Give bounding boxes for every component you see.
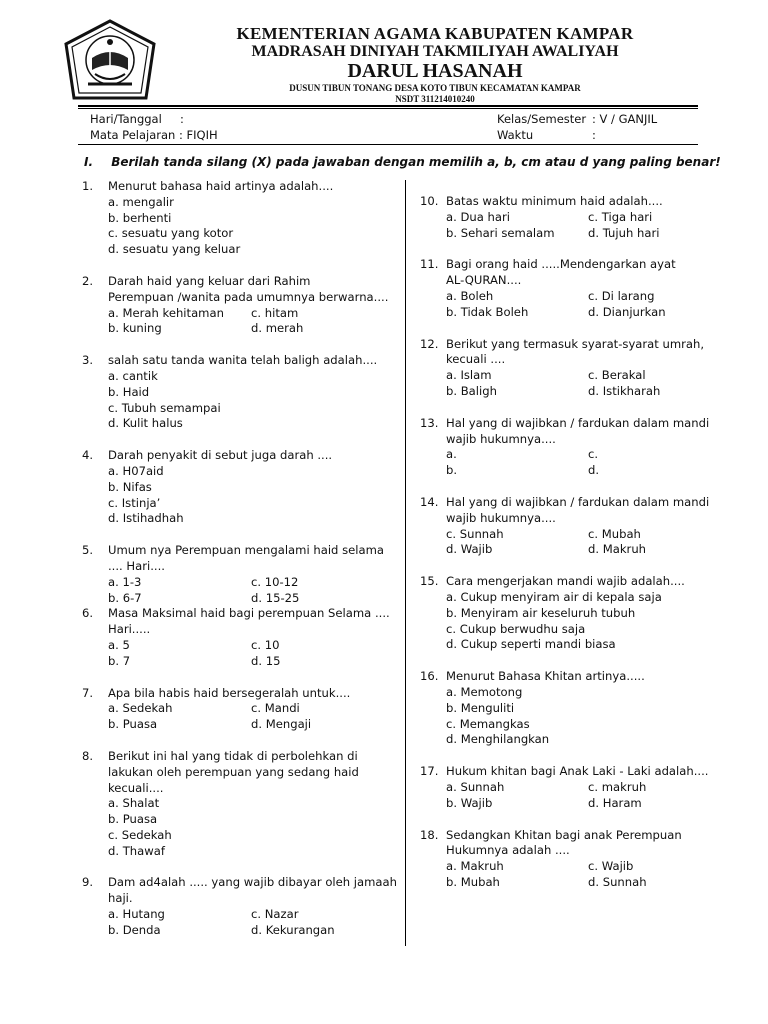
question-text: Umum nya Perempuan mengalami haid selama [108, 543, 384, 558]
question-text: Hal yang di wajibkan / fardukan dalam mandi [446, 494, 710, 509]
column-divider [405, 180, 406, 946]
instruction-text: Berilah tanda silang (X) pada jawaban dengan memilih a, b, cm atau d yang paling benar! [111, 155, 721, 169]
option-row [446, 780, 736, 796]
option-row [108, 511, 398, 527]
question-text: Perempuan /wanita pada umumnya berwarna.... [108, 289, 389, 304]
answer-option[interactable]: d. sesuatu yang keluar [108, 242, 241, 257]
waktu-label: Waktu [497, 128, 534, 142]
question-text: Darah penyakit di sebut juga darah .... [108, 448, 333, 463]
question-number: 4. [82, 448, 94, 463]
question-number: 11. [420, 257, 439, 272]
answer-option[interactable]: d. Istihadhah [108, 511, 184, 526]
answer-option[interactable]: c. Mandi [251, 701, 300, 716]
answer-option[interactable]: d. Thawaf [108, 843, 165, 858]
answer-option[interactable]: a. mengalir [108, 194, 174, 209]
emblem-icon [62, 18, 158, 106]
answer-option[interactable]: a. Hutang [108, 907, 165, 922]
answer-option[interactable]: a. Shalat [108, 796, 160, 811]
question-text: Menurut bahasa haid artinya adalah.... [108, 179, 334, 193]
option-row [446, 289, 736, 305]
answer-option[interactable]: d. Kekurangan [251, 922, 335, 937]
question-item [420, 494, 736, 558]
question-number: 15. [420, 574, 439, 589]
answer-option[interactable]: a. Merah kehitaman [108, 305, 224, 320]
question-item [420, 574, 736, 653]
question-text: wajib hukumnya.... [446, 510, 556, 525]
option-row [446, 542, 736, 558]
answer-option[interactable]: d. Mengaji [251, 717, 312, 732]
answer-option[interactable]: d. [588, 463, 600, 478]
answer-option[interactable]: c. Sedekah [108, 827, 172, 842]
question-number: 8. [82, 748, 94, 763]
option-row [108, 211, 398, 227]
option-row [108, 591, 398, 607]
option-row [108, 638, 398, 654]
answer-option[interactable]: a. 5 [108, 637, 130, 652]
nsdt-number: NSDT 311214010240 [395, 94, 475, 104]
answer-option[interactable]: d. Menghilangkan [446, 732, 550, 747]
question-text: kecuali .... [446, 352, 506, 367]
answer-option[interactable]: b. Haid [108, 384, 150, 399]
option-row [446, 859, 736, 875]
answer-option[interactable]: c. Wajib [588, 859, 634, 874]
question-text: AL-QURAN.... [446, 273, 522, 288]
option-row [108, 923, 398, 939]
question-item [82, 543, 398, 606]
option-row [446, 527, 736, 543]
question-text: haji. [108, 891, 133, 906]
hari-label: Hari/Tanggal [90, 112, 162, 126]
question-number: 14. [420, 494, 439, 509]
question-text: Menurut Bahasa Khitan artinya..... [446, 669, 645, 684]
question-item [82, 748, 398, 860]
question-text: Hal yang di wajibkan / fardukan dalam mandi [446, 415, 710, 430]
option-row [108, 844, 398, 860]
kelas-value: : V / GANJIL [592, 112, 658, 126]
answer-option[interactable]: b. Menguliti [446, 700, 515, 715]
option-row [108, 195, 398, 211]
answer-option[interactable]: d. Dianjurkan [588, 304, 666, 319]
option-row [446, 701, 736, 717]
answer-option[interactable]: b. Puasa [108, 717, 158, 732]
answer-option[interactable]: c. 10-12 [251, 574, 299, 589]
header-rule-thin [78, 108, 698, 109]
answer-option[interactable]: b. Tidak Boleh [446, 304, 529, 319]
question-item [420, 827, 736, 891]
question-item [82, 353, 398, 432]
right-question-column [420, 194, 736, 891]
answer-option[interactable]: d. 15 [251, 653, 281, 668]
option-row [108, 464, 398, 480]
answer-option[interactable]: a. Cukup menyiram air di kepala saja [446, 589, 662, 604]
question-text: Batas waktu minimum haid adalah.... [446, 194, 663, 208]
answer-option[interactable]: c. makruh [588, 779, 647, 794]
instruction-number: I. [84, 155, 94, 169]
question-text: Berikut ini hal yang tidak di perbolehkan di [108, 748, 358, 763]
answer-option[interactable]: d. Istikharah [588, 383, 661, 398]
question-number: 2. [82, 273, 94, 288]
option-row [108, 416, 398, 432]
question-text: wajib hukumnya.... [446, 431, 556, 446]
answer-option[interactable]: c. Tiga hari [588, 209, 653, 224]
answer-option[interactable]: c. Di larang [588, 288, 655, 303]
answer-option[interactable]: b. Wajib [446, 795, 493, 810]
answer-option[interactable]: a. 1-3 [108, 574, 142, 589]
answer-option[interactable]: a. cantik [108, 368, 158, 383]
answer-option[interactable]: a. Sedekah [108, 701, 173, 716]
option-row [108, 701, 398, 717]
option-row [446, 368, 736, 384]
question-item [420, 336, 736, 400]
answer-option[interactable]: d. Makruh [588, 542, 647, 557]
answer-option[interactable]: c. Istinja’ [108, 495, 161, 510]
info-rule [78, 144, 698, 145]
question-number: 17. [420, 764, 439, 779]
mapel-label: Mata Pelajaran : FIQIH [90, 128, 218, 142]
question-number: 13. [420, 415, 439, 430]
question-number: 10. [420, 194, 439, 208]
question-text: Darah haid yang keluar dari Rahim [108, 273, 311, 288]
answer-option[interactable]: b. Sehari semalam [446, 225, 555, 240]
option-row [446, 210, 736, 226]
answer-option[interactable]: c. 10 [251, 637, 280, 652]
question-text: Cara mengerjakan mandi wajib adalah.... [446, 574, 685, 589]
option-row [108, 907, 398, 923]
option-row [108, 654, 398, 670]
hari-value: : [180, 112, 184, 126]
waktu-value: : [592, 128, 596, 142]
option-row [108, 321, 398, 337]
answer-option[interactable]: d. Sunnah [588, 874, 647, 889]
question-item [82, 606, 398, 669]
question-text: Bagi orang haid .....Mendengarkan ayat [446, 257, 676, 272]
kelas-label: Kelas/Semester [497, 112, 587, 126]
answer-option[interactable]: b. Mubah [446, 874, 500, 889]
answer-option[interactable]: b. Baligh [446, 383, 497, 398]
option-row [446, 685, 736, 701]
option-row [108, 575, 398, 591]
option-row [446, 796, 736, 812]
answer-option[interactable]: b. Denda [108, 922, 161, 937]
question-text: salah satu tanda wanita telah baligh adalah.... [108, 353, 378, 368]
answer-option[interactable]: b. Puasa [108, 812, 158, 827]
school-address: DUSUN TIBUN TONANG DESA KOTO TIBUN KECAMATAN KAMPAR [289, 83, 581, 93]
answer-option[interactable]: d. Kulit halus [108, 416, 183, 431]
ministry-logo [62, 18, 158, 106]
answer-option[interactable]: d. merah [251, 321, 304, 336]
question-text: Apa bila habis haid bersegeralah untuk.... [108, 685, 351, 700]
option-row [108, 812, 398, 828]
question-number: 16. [420, 669, 439, 684]
answer-option[interactable]: b. Menyiram air keseluruh tubuh [446, 605, 636, 620]
question-item [82, 448, 398, 527]
answer-option[interactable]: b. kuning [108, 321, 162, 336]
question-text: Hari..... [108, 622, 151, 637]
answer-option[interactable]: d. 15-25 [251, 590, 300, 605]
question-number: 12. [420, 336, 439, 351]
option-row [108, 796, 398, 812]
answer-option[interactable]: a. Memotong [446, 684, 523, 699]
option-row [108, 828, 398, 844]
answer-option[interactable]: a. Boleh [446, 288, 494, 303]
question-text: lakukan oleh perempuan yang sedang haid [108, 764, 359, 779]
question-text: kecuali.... [108, 780, 164, 795]
question-item [420, 415, 736, 479]
option-row [446, 622, 736, 638]
question-item [420, 194, 736, 241]
option-row [108, 369, 398, 385]
question-number: 1. [82, 179, 94, 193]
school-name: DARUL HASANAH [347, 60, 523, 82]
answer-option[interactable]: d. Tujuh hari [588, 225, 660, 240]
question-text: .... Hari.... [108, 558, 165, 573]
option-row [108, 385, 398, 401]
option-row [446, 590, 736, 606]
option-row [446, 637, 736, 653]
option-row [446, 717, 736, 733]
question-text: Berikut yang termasuk syarat-syarat umrah, [446, 336, 705, 351]
question-item [82, 179, 398, 258]
answer-option[interactable]: a. [446, 447, 457, 462]
question-text: Hukum khitan bagi Anak Laki - Laki adalah.... [446, 764, 709, 779]
question-item [82, 273, 398, 337]
question-item [420, 669, 736, 748]
answer-option[interactable]: d. Wajib [446, 542, 493, 557]
answer-option[interactable]: b. 7 [108, 653, 131, 668]
answer-option[interactable]: c. Berakal [588, 368, 646, 383]
answer-option[interactable]: c. Cukup berwudhu saja [446, 621, 586, 636]
answer-option[interactable]: d. Cukup seperti mandi biasa [446, 637, 616, 652]
question-text: Dam ad4alah ..... yang wajib dibayar oleh jamaah [108, 875, 397, 890]
left-question-column [82, 179, 398, 939]
answer-option[interactable]: c. Memangkas [446, 716, 530, 731]
option-row [446, 463, 736, 479]
question-text: Sedangkan Khitan bagi anak Perempuan [446, 827, 682, 842]
question-item [420, 764, 736, 811]
ministry-title: KEMENTERIAN AGAMA KABUPATEN KAMPAR [236, 24, 634, 43]
answer-option[interactable]: c. hitam [251, 305, 299, 320]
question-text: Hukumnya adalah .... [446, 843, 570, 858]
question-item [82, 685, 398, 733]
question-number: 5. [82, 543, 94, 558]
option-row [108, 480, 398, 496]
question-number: 6. [82, 606, 94, 621]
option-row [108, 401, 398, 417]
instruction [84, 155, 721, 169]
question-item [82, 875, 398, 938]
option-row [446, 606, 736, 622]
answer-option[interactable]: c. sesuatu yang kotor [108, 226, 234, 241]
answer-option[interactable]: a. Makruh [446, 859, 504, 874]
option-row [446, 447, 736, 463]
option-row [108, 242, 398, 258]
question-text: Masa Maksimal haid bagi perempuan Selama .... [108, 606, 390, 621]
option-row [446, 305, 736, 321]
answer-option[interactable]: c. Nazar [251, 907, 299, 922]
answer-option[interactable]: c. Tubuh semampai [108, 400, 221, 415]
option-row [446, 384, 736, 400]
option-row [108, 717, 398, 733]
option-row [446, 226, 736, 242]
question-item [420, 257, 736, 320]
answer-option[interactable]: c. Sunnah [446, 526, 504, 541]
option-row [108, 496, 398, 512]
answer-option[interactable]: a. Islam [446, 368, 492, 383]
answer-option[interactable]: c. Mubah [588, 526, 641, 541]
option-row [108, 306, 398, 322]
question-number: 18. [420, 827, 439, 842]
header-rule [78, 105, 698, 107]
answer-option[interactable]: b. 6-7 [108, 590, 142, 605]
answer-option[interactable]: b. berhenti [108, 210, 172, 225]
answer-option[interactable]: a. H07aid [108, 463, 164, 478]
school-type: MADRASAH DINIYAH TAKMILIYAH AWALIYAH [251, 43, 619, 60]
answer-option[interactable]: d. Haram [588, 795, 642, 810]
answer-option[interactable]: c. [588, 447, 599, 462]
answer-option[interactable]: a. Sunnah [446, 779, 505, 794]
answer-option[interactable]: b. [446, 463, 458, 478]
answer-option[interactable]: a. Dua hari [446, 209, 510, 224]
question-number: 7. [82, 685, 94, 700]
answer-option[interactable]: b. Nifas [108, 479, 152, 494]
option-row [446, 875, 736, 891]
question-number: 3. [82, 353, 94, 368]
question-number: 9. [82, 875, 94, 890]
option-row [108, 226, 398, 242]
option-row [446, 732, 736, 748]
